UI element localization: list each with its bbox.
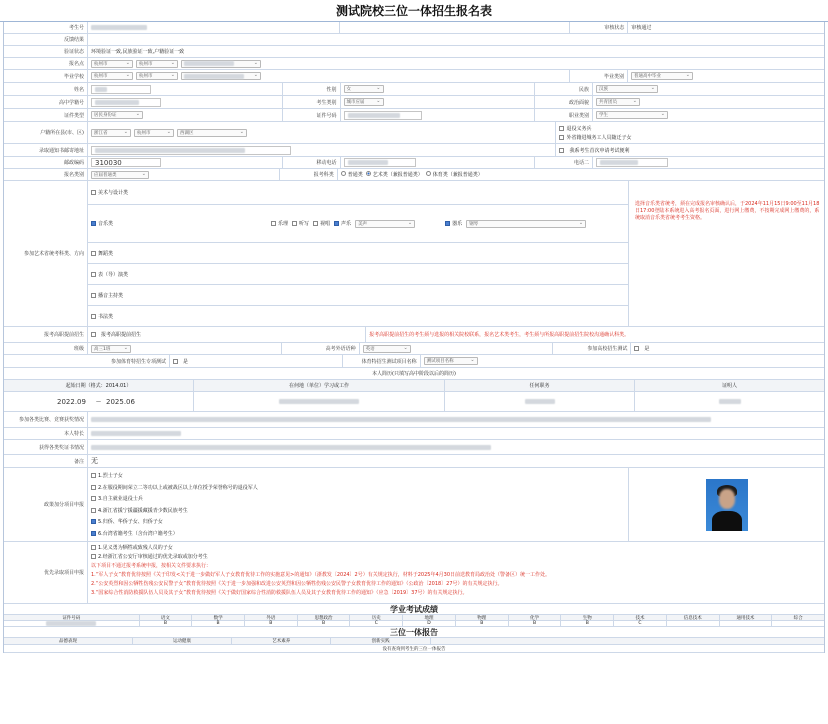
gender-select[interactable]: 女 ⌄: [344, 85, 384, 93]
score-col: 生物: [561, 615, 614, 620]
subject-opt2[interactable]: 艺术类（兼报普通类）: [366, 171, 423, 178]
art-opt-4[interactable]: 播音主持类: [88, 285, 628, 306]
id-type-cell: [88, 109, 283, 121]
priority-item-2: 3.“国家综合性消防救援队伍人员及其子女”教育优待按照《关于做好国家综合性消防救援队伍人员及其子女教育优待工作的通知》（应急〔2019〕37号）的有关规定执行。: [91, 590, 468, 596]
review-status-label: 审核状态: [570, 22, 628, 33]
report-title: 三位一体报告: [4, 627, 824, 638]
priority-label: 优先录取项目申报: [4, 542, 88, 603]
art-opt-5[interactable]: 书法类: [88, 306, 628, 326]
hukou-opt1[interactable]: 退役义务兵: [559, 125, 591, 132]
checkbox-checked-icon: [445, 221, 450, 226]
fl-cell: [360, 343, 554, 354]
exam-type-cell: [341, 96, 536, 108]
priority-opt-0[interactable]: 1.见义勇为牺牲或致残人员的子女: [91, 544, 821, 551]
ethnicity-label: 民族: [535, 83, 593, 95]
school-district-select[interactable]: 杭州市 ⌄: [136, 72, 178, 80]
priority-item-0: 1.“军人子女”教育优待按照《关于印发<关于进一步做好军人子女教育优待工作的实施意见>的通知》（浙教发〔2024〕2号）有关规定执行，材料于2025年4月30日前送教育局政治处（警备区）统一工作处。: [91, 572, 551, 578]
hukou-label: 户籍所在县(市、区): [4, 122, 88, 143]
report-note: 没有查询到考生的三位一体报告: [382, 646, 446, 652]
review-status-value: 审核通过: [631, 25, 652, 31]
checkbox-checked-icon: [334, 221, 339, 226]
priority-note: 以下项目不通过报考系统申报，按相关文件要求执行：: [91, 563, 212, 569]
art-opt-music-row: [88, 205, 628, 243]
punish-value[interactable]: [88, 440, 824, 454]
hcc-note: 报考高职提前招生的考生须与选报的相关院校联系，报名艺术类考生，考生须与所报高职提前招生院校沟通确认科类。: [369, 332, 630, 338]
score-col: 技术: [614, 615, 667, 620]
score-col: 思想政治: [298, 615, 351, 620]
resume-date-cell: 2022.09 — 2025.06: [4, 392, 194, 411]
checkbox-icon: [292, 221, 297, 226]
score-col: 外语: [245, 615, 298, 620]
radio-icon: [426, 171, 431, 176]
hs-reg-cell: [88, 96, 283, 108]
score-val: B: [245, 621, 298, 626]
checkbox-icon: [559, 126, 564, 131]
checkbox-icon: [559, 135, 564, 140]
remark-value[interactable]: 无: [91, 457, 98, 465]
policy-opt-3[interactable]: 4.浙江省援宁援疆援藏援青少数民族考生: [91, 507, 625, 514]
subject-label: 报考科类: [280, 169, 338, 180]
form-body: [3, 22, 825, 653]
phone2-input[interactable]: [596, 158, 668, 167]
grad-type-label: 毕业类别: [570, 70, 628, 82]
political-select[interactable]: 共青团员 ⌄: [596, 98, 640, 106]
page-title: 测试院校三位一体招生报名表: [0, 0, 828, 22]
remark-label: 备注: [4, 455, 88, 467]
resume-title: 本人简历(只填写高中阶段以后的简历): [4, 368, 824, 380]
class-label: 班级: [4, 343, 88, 354]
id-no-label: 证件号码: [283, 109, 341, 121]
political-cell: [593, 96, 824, 108]
policy-label: 政策加分项目申报: [4, 468, 88, 541]
apply-city-select[interactable]: 杭州市 ⌄: [91, 60, 133, 68]
checkbox-icon: [91, 496, 96, 501]
policy-opt-0[interactable]: 1.烈士子女: [91, 472, 625, 479]
hukou-selects: [88, 122, 556, 143]
phone2-label: 电话二: [535, 157, 593, 168]
school-label: 毕业学校: [4, 70, 88, 82]
apply-type-cell: [88, 169, 280, 180]
name-cell: [88, 83, 283, 95]
art-opt-2[interactable]: 舞蹈类: [88, 243, 628, 264]
checkbox-icon: [91, 554, 96, 559]
radio-checked-icon: [366, 171, 371, 176]
score-val: B: [140, 621, 193, 626]
mobile-input[interactable]: [344, 158, 416, 167]
score-col: 语文: [140, 615, 193, 620]
score-val: B: [561, 621, 614, 626]
checkbox-icon: [91, 272, 96, 277]
checkbox-icon: [91, 190, 96, 195]
art-label: 参加艺术省统考科类、方向: [4, 181, 88, 326]
exam-no-label: 考生号: [4, 22, 88, 33]
sports-test-opt[interactable]: 是: [170, 355, 343, 367]
checkbox-icon: [91, 293, 96, 298]
fl-select[interactable]: 英语 ⌄: [363, 345, 411, 353]
checkbox-icon: [91, 485, 96, 490]
resume-col-1: 在何地（单位）学习或工作: [194, 380, 445, 391]
report-col: 运动健康: [133, 638, 232, 644]
music-sub-1[interactable]: 听写: [292, 220, 309, 227]
checkbox-icon: [559, 148, 564, 153]
id-type-label: 证件类型: [4, 109, 88, 121]
addr-input[interactable]: [91, 146, 291, 155]
hcc-opt[interactable]: 报考高职提前招生: [88, 327, 366, 342]
addr-opt[interactable]: 我系考生首次申请考试便利: [556, 144, 824, 156]
occupation-select[interactable]: 学生 ⌄: [596, 111, 668, 119]
score-col: 通用技术: [720, 615, 773, 620]
resume-start-input[interactable]: 2022.09: [54, 397, 94, 406]
class-cell: [88, 343, 282, 354]
score-val: D: [403, 621, 456, 626]
sports-item-label: 体育特招生测试项目名称: [343, 355, 421, 367]
score-val: B: [192, 621, 245, 626]
score-col: 信息技术: [667, 615, 720, 620]
school-city-select[interactable]: 杭州市 ⌄: [91, 72, 133, 80]
exam-type-label: 考生类别: [283, 96, 341, 108]
checkbox-checked-icon: [91, 531, 96, 536]
name-label: 姓名: [4, 83, 88, 95]
specialty-label: 本人特长: [4, 428, 88, 439]
policy-opt-4[interactable]: 5.归侨、华侨子女、归侨子女: [91, 518, 625, 525]
hs-test-opt[interactable]: 是: [631, 343, 824, 354]
zip-label: 邮政编码: [4, 157, 88, 168]
score-val: [4, 621, 140, 626]
phone2-cell: [593, 157, 824, 168]
hukou-dist-select[interactable]: 西湖区 ⌄: [177, 129, 247, 137]
id-no-input[interactable]: [344, 111, 422, 120]
checkbox-checked-icon: [91, 221, 96, 226]
subject-cell: [338, 169, 824, 180]
priority-item-1: 2.“公安英烈和因公牺牲伤残公安民警子女”教育优待按照《关于进一步加强和改进公安英烈和因公牺牲伤残公安民警子女教育优待工作的通知》（公政治〔2018〕27号）的有关规定执行。: [91, 581, 503, 587]
class-select[interactable]: 高三1班 ⌄: [91, 345, 131, 353]
apply-point-label: 报名点: [4, 58, 88, 69]
checkbox-icon: [271, 221, 276, 226]
awards-value[interactable]: [88, 412, 824, 427]
hcc-label: 报考高职提前招生: [4, 327, 88, 342]
id-no-cell: [341, 109, 536, 121]
report-col-empty: [431, 638, 824, 644]
hukou-opt2[interactable]: 外省籍进城务工人员随迁子女: [559, 134, 631, 141]
score-val: [667, 621, 720, 626]
feedback-label: 反馈结果: [4, 34, 88, 45]
checkbox-icon: [91, 508, 96, 513]
policy-opt-5[interactable]: 6.台湾省籍考生（含台湾户籍考生）: [91, 530, 625, 537]
score-col: 化学: [509, 615, 562, 620]
grad-type-cell: [628, 70, 824, 82]
hukou-options: [556, 122, 824, 143]
report-col: 品德表现: [4, 638, 133, 644]
awards-label: 参加各类比赛、竞赛获奖情况: [4, 412, 88, 427]
scores-title: 学业考试成绩: [4, 604, 824, 615]
student-photo: [706, 479, 748, 531]
score-col: 数学: [192, 615, 245, 620]
sports-test-label: 参加体育特招生专项测试: [4, 355, 170, 367]
apply-point-select[interactable]: [181, 60, 261, 68]
gender-cell: [341, 83, 536, 95]
checkbox-icon: [634, 346, 639, 351]
verify-label: 验证状态: [4, 46, 88, 57]
report-col: 创新实践: [331, 638, 430, 644]
school-select[interactable]: [181, 72, 261, 80]
resume-end-input[interactable]: 2025.06: [103, 397, 143, 406]
checkbox-checked-icon: [91, 519, 96, 524]
occupation-cell: [593, 109, 824, 121]
score-val: C: [350, 621, 403, 626]
photo-cell: [628, 468, 824, 541]
resume-col-2: 任何职务: [445, 380, 635, 391]
resume-place-cell[interactable]: [194, 392, 445, 411]
score-val: [720, 621, 773, 626]
checkbox-icon: [313, 221, 318, 226]
ethnicity-cell: [593, 83, 824, 95]
score-val: [772, 621, 824, 626]
checkbox-icon: [91, 473, 96, 478]
addr-label: 录取通知书邮寄地址: [4, 144, 88, 156]
punish-label: 获得各类奖证书情况: [4, 440, 88, 454]
mobile-cell: [341, 157, 536, 168]
hukou-city-select[interactable]: 杭州市 ⌄: [134, 129, 174, 137]
zip-cell: [88, 157, 283, 168]
art-note: 选择音乐类省统考，须在完成报名审核确认后，于2024年11月15日9:00至11月18日17:00登陆本系统进入高考报名页面，进行网上缴费，不按期完成网上缴费的，系统取消音乐类省统考考生资格。: [628, 181, 824, 326]
music-instrument-select[interactable]: 钢琴 ⌄: [466, 220, 586, 228]
apply-type-select[interactable]: 应届普通类 ⌄: [91, 171, 149, 179]
resume-ref-cell[interactable]: [635, 392, 824, 411]
sports-item-cell: [421, 355, 824, 367]
hs-test-label: 参加高校招生测试: [553, 343, 631, 354]
resume-post-cell[interactable]: [445, 392, 635, 411]
report-row: [4, 645, 824, 653]
addr-cell: [88, 144, 556, 156]
resume-col-3: 证明人: [721, 383, 737, 389]
music-sub-0[interactable]: 乐理: [271, 220, 288, 227]
art-options: [88, 181, 628, 326]
music-sub-4[interactable]: 器乐: [445, 220, 462, 227]
music-sub-3[interactable]: 声乐: [334, 220, 351, 227]
checkbox-icon: [173, 359, 178, 364]
score-col: 证件号码: [4, 615, 140, 620]
priority-opt-1[interactable]: 2.经浙江省公安厅审核通过的优先录取或加分考生: [91, 553, 821, 560]
sports-item-select[interactable]: 测试项目名称 ⌄: [424, 357, 478, 365]
policy-opt-2[interactable]: 3.自主就业退役士兵: [91, 495, 625, 502]
score-val: B: [456, 621, 509, 626]
report-col: 艺术素养: [232, 638, 331, 644]
fl-label: 高考外语语种: [282, 343, 360, 354]
zip-input[interactable]: 310030: [91, 158, 161, 167]
score-col: 综合: [793, 615, 803, 621]
mobile-label: 移动电话: [283, 157, 341, 168]
hs-reg-label: 高中学籍号: [4, 96, 88, 108]
score-col: 历史: [350, 615, 403, 620]
name-input[interactable]: [91, 85, 151, 94]
art-opt-0[interactable]: 美术与设计类: [88, 181, 628, 205]
apply-district-select[interactable]: 杭州市 ⌄: [136, 60, 178, 68]
checkbox-icon: [91, 332, 96, 337]
exam-no-value: [88, 22, 340, 33]
subject-opt3[interactable]: 体育类（兼报普通类）: [426, 171, 483, 178]
feedback-value: [88, 34, 824, 45]
priority-options: [88, 542, 824, 603]
art-opt-3[interactable]: 表（导）演类: [88, 264, 628, 285]
checkbox-icon: [91, 314, 96, 319]
report-header: [4, 638, 824, 645]
policy-options: [88, 468, 628, 541]
resume-col-0: 起始日期（格式：2014.01）: [4, 380, 194, 391]
id-type-select[interactable]: 居民身份证 ⌄: [91, 111, 143, 119]
checkbox-icon: [91, 545, 96, 550]
hs-reg-input[interactable]: [91, 98, 161, 107]
radio-icon: [341, 171, 346, 176]
specialty-value[interactable]: [88, 428, 824, 439]
score-val: B: [298, 621, 351, 626]
ethnicity-select[interactable]: 汉族 ⌄: [596, 85, 658, 93]
policy-opt-1[interactable]: 2.在服役期间荣立二等功以上或被战区以上单位授予荣誉称号的退役军人: [91, 484, 625, 491]
score-val: B: [509, 621, 562, 626]
school-selects: [88, 70, 570, 82]
art-opt-1[interactable]: 音乐类: [91, 220, 271, 227]
exam-type-select[interactable]: 城市应届 ⌄: [344, 98, 384, 106]
score-col: 地理: [403, 615, 456, 620]
empty-cell: [340, 22, 570, 33]
music-voice-select[interactable]: 美声 ⌄: [355, 220, 415, 228]
subject-opt1[interactable]: 普通类: [341, 171, 363, 178]
gender-label: 性别: [283, 83, 341, 95]
verify-value: 环境验证一致,民族验证一致,户籍验证一致: [91, 49, 185, 55]
occupation-label: 职业类别: [535, 109, 593, 121]
hukou-prov-select[interactable]: 浙江省 ⌄: [91, 129, 131, 137]
political-label: 政治面貌: [535, 96, 593, 108]
score-val: C: [614, 621, 667, 626]
apply-type-label: 报名类别: [4, 169, 88, 180]
grad-type-select[interactable]: 普通高中毕业 ⌄: [631, 72, 693, 80]
checkbox-icon: [91, 251, 96, 256]
apply-point-selects: [88, 58, 824, 69]
music-sub-2[interactable]: 视唱: [313, 220, 330, 227]
score-col: 物理: [456, 615, 509, 620]
